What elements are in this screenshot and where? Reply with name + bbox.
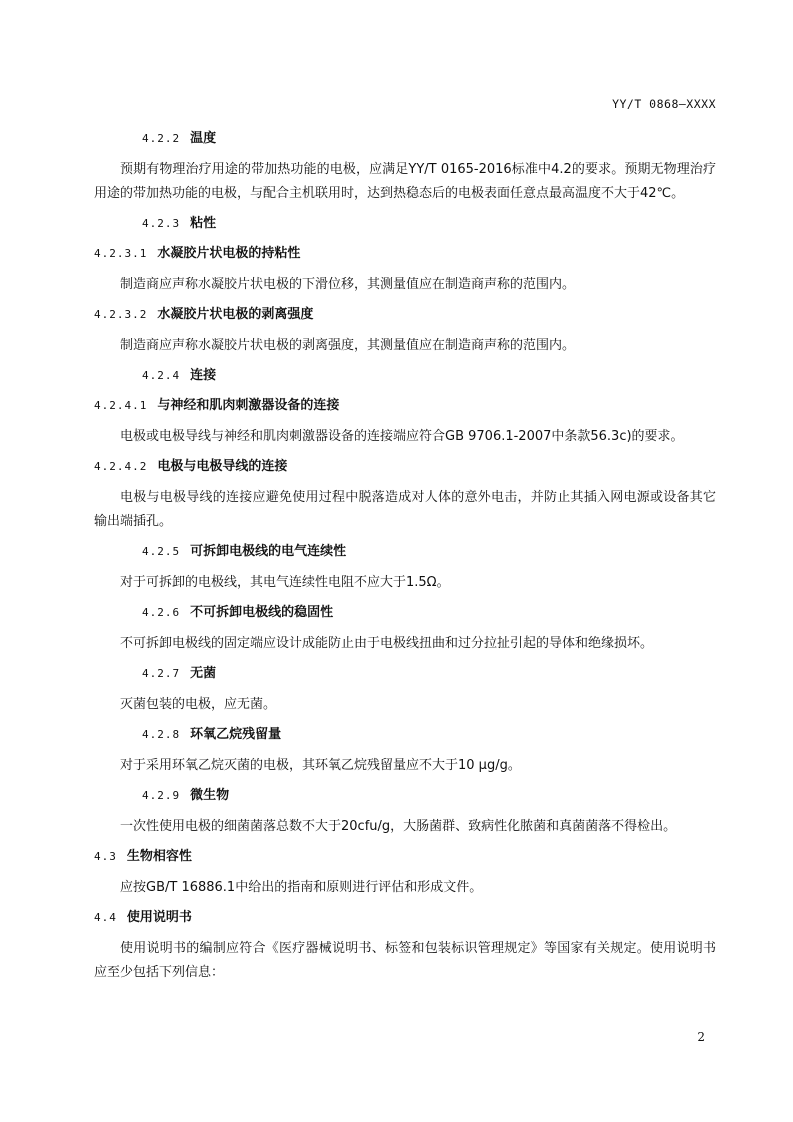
section-title: 可拆卸电极线的电气连续性: [190, 544, 347, 559]
section-heading: [94, 213, 716, 235]
section-number: 4.2.8: [142, 728, 181, 741]
paragraph: 电极与电极导线的连接应避免使用过程中脱落造成对人体的意外电击，并防止其插入网电源或设备其它输出端插孔。: [94, 490, 716, 529]
section-number: 4.2.3: [142, 217, 181, 230]
paragraph: 预期有物理治疗用途的带加热功能的电极，应满足YY/T 0165-2016标准中4.2的要求。预期无物理治疗用途的带加热功能的电极，与配合主机联用时，达到热稳态后的电极表面任意点最高温度不大于42℃。: [94, 162, 716, 201]
section-title: 微生物: [190, 788, 230, 803]
section-title: 水凝胶片状电极的剥离强度: [157, 307, 314, 322]
section-title: 温度: [190, 131, 217, 146]
section-heading: [94, 365, 716, 387]
document-code-header: YY/T 0868—XXXX: [612, 97, 716, 111]
section-number: 4.2.5: [142, 545, 181, 558]
section-number: 4.2.3.1: [94, 247, 148, 260]
section-number: 4.3: [94, 850, 117, 863]
section-title: 环氧乙烷残留量: [190, 727, 282, 742]
section-title: 水凝胶片状电极的持粘性: [157, 246, 301, 261]
paragraph: 对于可拆卸的电极线，其电气连续性电阻不应大于1.5Ω。: [120, 575, 450, 590]
section-number: 4.2.3.2: [94, 308, 148, 321]
paragraph: 制造商应声称水凝胶片状电极的下滑位移，其测量值应在制造商声称的范围内。: [120, 277, 576, 292]
section-number: 4.2.9: [142, 789, 181, 802]
section-number: 4.4: [94, 911, 117, 924]
section-number: 4.2.7: [142, 667, 181, 680]
paragraph: 电极或电极导线与神经和肌肉刺激器设备的连接端应符合GB 9706.1-2007中条款56.3c)的要求。: [120, 429, 684, 444]
section-heading: [94, 456, 716, 478]
document-body: [94, 128, 716, 992]
section-heading: [94, 541, 716, 563]
section-number: 4.2.2: [142, 132, 181, 145]
section-number: 4.2.4.1: [94, 399, 148, 412]
section-number: 4.2.4.2: [94, 460, 148, 473]
section-heading: [94, 395, 716, 417]
page-number: 2: [697, 1030, 705, 1044]
paragraph: 制造商应声称水凝胶片状电极的剥离强度，其测量值应在制造商声称的范围内。: [120, 338, 576, 353]
section-heading: [94, 846, 716, 868]
section-heading: [94, 243, 716, 265]
paragraph: 一次性使用电极的细菌菌落总数不大于20cfu/g，大肠菌群、致病性化脓菌和真菌菌落不得检出。: [120, 819, 677, 834]
section-heading: [94, 602, 716, 624]
section-heading: [94, 304, 716, 326]
section-title: 生物相容性: [126, 849, 192, 864]
paragraph: 应按GB/T 16886.1中给出的指南和原则进行评估和形成文件。: [120, 880, 483, 895]
section-title: 粘性: [190, 216, 217, 231]
section-title: 连接: [190, 368, 217, 383]
section-title: 不可拆卸电极线的稳固性: [190, 605, 334, 620]
section-title: 与神经和肌肉刺激器设备的连接: [157, 398, 340, 413]
paragraph: 使用说明书的编制应符合《医疗器械说明书、标签和包装标识管理规定》等国家有关规定。使用说明书应至少包括下列信息：: [94, 941, 716, 980]
section-number: 4.2.6: [142, 606, 181, 619]
section-heading: [94, 785, 716, 807]
paragraph: 不可拆卸电极线的固定端应设计成能防止由于电极线扭曲和过分拉扯引起的导体和绝缘损坏。: [120, 636, 654, 651]
section-title: 电极与电极导线的连接: [157, 459, 288, 474]
section-heading: [94, 128, 716, 150]
section-heading: [94, 907, 716, 929]
section-title: 使用说明书: [126, 910, 192, 925]
section-title: 无菌: [190, 666, 217, 681]
section-number: 4.2.4: [142, 369, 181, 382]
section-heading: [94, 724, 716, 746]
section-heading: [94, 663, 716, 685]
paragraph: 灭菌包装的电极，应无菌。: [120, 697, 277, 712]
paragraph: 对于采用环氧乙烷灭菌的电极，其环氧乙烷残留量应不大于10 μg/g。: [120, 758, 521, 773]
